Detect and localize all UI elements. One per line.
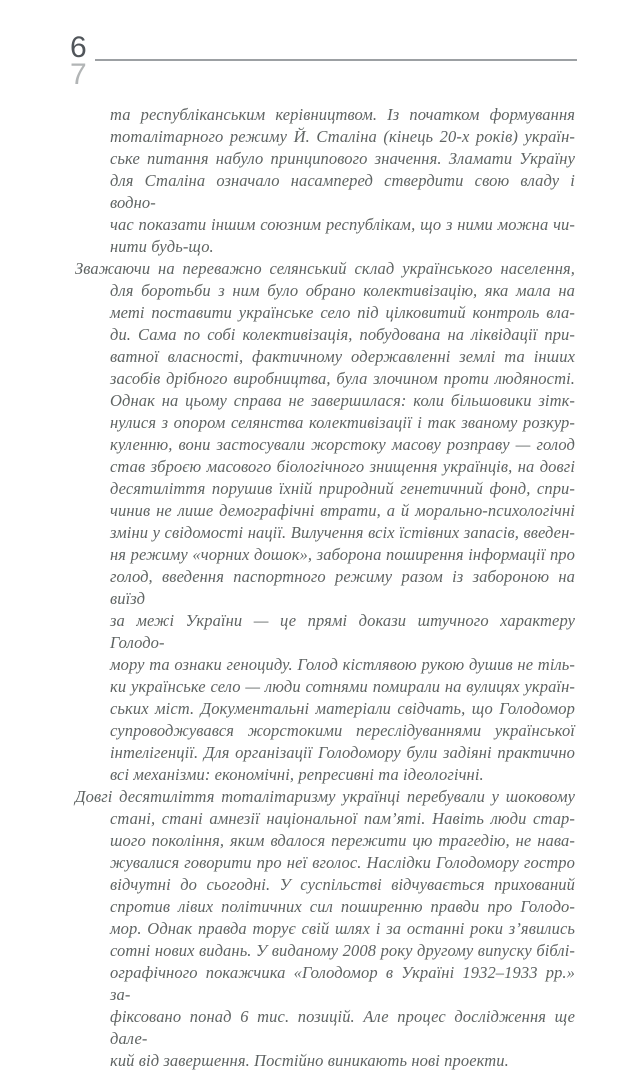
text-line: ди. Сама по собі колективізація, побудована на ліквідації при- bbox=[110, 325, 575, 344]
text-line: жувалися говорити про неї вголос. Наслідки Голодомору гостро bbox=[110, 853, 575, 872]
text-line: став зброєю масового біологічного знищення українців, на довгі bbox=[110, 457, 575, 476]
text-block bbox=[75, 104, 575, 1072]
text-line: стані, стані амнезії національної пам’яті. Навіть люди стар- bbox=[110, 809, 575, 828]
text-line: ня режиму «чорних дошок», заборона поширення інформації про bbox=[110, 545, 575, 564]
text-line: Однак на цьому справа не завершилася: коли більшовики зітк- bbox=[110, 391, 575, 410]
text-line: шого покоління, яким вдалося пережити цю трагедію, не нава- bbox=[110, 831, 575, 850]
page-number: 6 bbox=[70, 31, 87, 64]
text-line: ографічного покажчика «Голодомор в Україні 1932–1933 рр.» за- bbox=[110, 963, 575, 1004]
text-line: Зважаючи на переважно селянський склад українського населення, bbox=[75, 259, 575, 278]
text-line: куленню, вони застосували жорстоку масову розправу — голод bbox=[110, 435, 575, 454]
text-line: сотні нових видань. У виданому 2008 року другому випуску біблі- bbox=[110, 941, 575, 960]
text-line: нулися з опором селянства колективізації і так званому розкур- bbox=[110, 413, 575, 432]
text-line: відчутні до сьогодні. У суспільстві відчувається прихований bbox=[110, 875, 575, 894]
text-line: кий від завершення. Постійно виникають нові проекти. bbox=[110, 1051, 509, 1070]
text-line: ське питання набуло принципового значення. Зламати Україну bbox=[110, 149, 575, 168]
text-line: інтелігенції. Для організації Голодомору були задіяні практично bbox=[110, 743, 575, 762]
text-line: ватної власності, фактичному одержавленні землі та інших bbox=[110, 347, 575, 366]
text-line: меті поставити українське село під цілковитий контроль вла- bbox=[110, 303, 575, 322]
text-line: за межі України — це прямі докази штучного характеру Голодо- bbox=[110, 611, 575, 652]
paragraph bbox=[110, 104, 575, 258]
paragraph bbox=[75, 258, 575, 786]
text-line: спротив лівих політичних сил поширенню правди про Голодо- bbox=[110, 897, 575, 916]
text-line: нити будь-що. bbox=[110, 237, 214, 256]
text-line: зміни у свідомості нації. Вилучення всіх їстівних запасів, введен- bbox=[110, 523, 575, 542]
text-line: засобів дрібного виробництва, була злочином проти людяності. bbox=[110, 369, 575, 388]
text-line: мор. Однак правда торує свій шлях і за останні роки з’явились bbox=[110, 919, 575, 938]
text-line: для боротьби з ним було обрано колективізацію, яка мала на bbox=[110, 281, 575, 300]
text-line: Довгі десятиліття тоталітаризму українці перебували у шоковому bbox=[75, 787, 575, 806]
text-line: час показати іншим союзним республікам, що з ними можна чи- bbox=[110, 215, 575, 234]
text-line: всі механізми: економічні, репресивні та ідеологічні. bbox=[110, 765, 484, 784]
text-line: ських міст. Документальні матеріали свідчать, що Голодомор bbox=[110, 699, 575, 718]
header-rule bbox=[95, 59, 577, 61]
text-line: ки українське село — люди сотнями помирали на вулицях україн- bbox=[110, 677, 575, 696]
secondary-page-number: 7 bbox=[70, 58, 87, 91]
text-line: голод, введення паспортного режиму разом із забороною на виїзд bbox=[110, 567, 575, 608]
paragraph bbox=[75, 786, 575, 1072]
text-line: супроводжувався жорстокими переслідуваннями української bbox=[110, 721, 575, 740]
text-line: для Сталіна означало насамперед ствердити свою владу і водно- bbox=[110, 171, 575, 212]
text-line: мору та ознаки геноциду. Голод кістлявою рукою душив не тіль- bbox=[110, 655, 575, 674]
text-line: та республіканським керівництвом. Із початком формування bbox=[110, 105, 575, 124]
text-line: фіксовано понад 6 тис. позицій. Але процес дослідження ще дале- bbox=[110, 1007, 575, 1048]
text-line: тоталітарного режиму Й. Сталіна (кінець 20-х років) україн- bbox=[110, 127, 575, 146]
text-line: десятиліття порушив їхній природний генетичний фонд, спри- bbox=[110, 479, 575, 498]
text-line: чинив не лише демографічні втрати, а й морально-психологічні bbox=[110, 501, 575, 520]
